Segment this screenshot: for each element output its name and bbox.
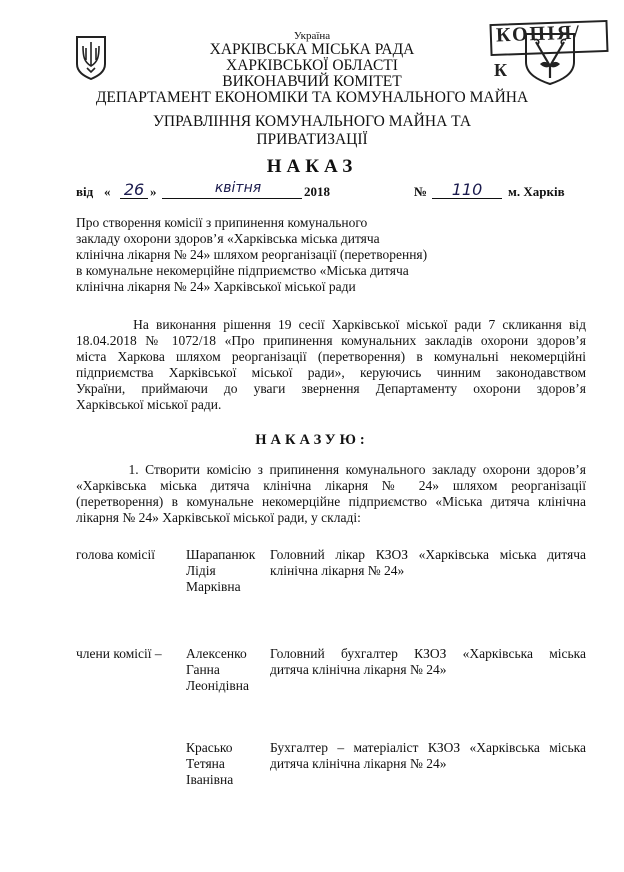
- preamble-line: міста Харкова шляхом реорганізації (перетворення) в комунальні некомерційні: [76, 349, 586, 364]
- member-position: [270, 740, 586, 772]
- member-patronymic: Іванівна: [186, 772, 234, 787]
- member-position-line: Головний бухгалтер КЗОЗ «Харківська міська: [270, 646, 586, 661]
- member-position-line: дитяча клінічна лікарня № 24»: [270, 756, 447, 771]
- order-number-handwritten: 110: [451, 180, 483, 199]
- preamble-paragraph: [76, 317, 586, 413]
- header-line-4: ДЕПАРТАМЕНТ ЕКОНОМІКИ ТА КОМУНАЛЬНОГО МАЙНА: [95, 89, 529, 106]
- date-day-handwritten: 26: [123, 180, 145, 199]
- member-position: [270, 646, 586, 678]
- stamp-corner-letter: К: [494, 60, 508, 80]
- item-1-line: (перетворення) в комунальне некомерційне підприємство «Міська дитяча клінічна: [76, 494, 586, 509]
- subject-line: клінічна лікарня № 24» шляхом реорганізації (перетворення): [76, 247, 428, 262]
- date-quote-close: »: [150, 184, 157, 199]
- member-position-line: Бухгалтер – матеріаліст КЗОЗ «Харківська міська: [270, 740, 586, 755]
- member-position: [270, 547, 586, 579]
- date-day-underline: [120, 198, 148, 199]
- member-surname: Алексенко: [186, 646, 247, 661]
- preamble-line: На виконання рішення 19 сесії Харківської міської ради 7 скликання від: [76, 317, 586, 332]
- member-name: [186, 740, 272, 788]
- member-position-line: Головний лікар КЗОЗ «Харківська міська дитяча: [270, 547, 586, 562]
- member-first-name: Тетяна: [186, 756, 225, 771]
- member-role: голова комісії: [76, 547, 155, 562]
- preamble-line: Харківської міської ради.: [76, 397, 222, 412]
- order-number-underline: [432, 198, 502, 199]
- date-prefix: від: [76, 184, 94, 199]
- member-role: члени комісії –: [76, 646, 162, 661]
- member-surname: Шарапанюк: [186, 547, 256, 562]
- preamble-line: 18.04.2018 № 1072/18 «Про припинення комунальних закладів охорони здоров’я: [76, 333, 586, 348]
- stamp-text: КОПІЯ/: [495, 21, 582, 47]
- item-1-line: «Харківська міська дитяча клінічна лікарня № 24» шляхом реорганізації: [76, 478, 586, 493]
- order-heading: НАКАЗУЮ:: [255, 432, 369, 448]
- item-1-line: лікарня № 24» Харківської міської ради, у складі:: [76, 510, 361, 525]
- item-1-line: 1. Створити комісію з припинення комунального закладу охорони здоров’я: [76, 462, 586, 477]
- member-name: [186, 646, 272, 694]
- member-first-name: Ганна: [186, 662, 220, 677]
- subject-line: клінічна лікарня № 24» Харківської міської ради: [76, 279, 356, 294]
- member-patronymic: Леонідівна: [186, 678, 249, 693]
- order-subject: [76, 215, 428, 295]
- date-quote-open: «: [104, 184, 111, 199]
- header-line-3: ВИКОНАВЧИЙ КОМІТЕТ: [222, 73, 402, 90]
- header-line-5: УПРАВЛІННЯ КОМУНАЛЬНОГО МАЙНА ТА: [152, 113, 472, 130]
- subject-line: закладу охорони здоров’я «Харківська міська дитяча: [76, 231, 380, 246]
- header-line-2: ХАРКІВСЬКОЇ ОБЛАСТІ: [226, 57, 398, 74]
- date-year: 2018: [304, 184, 330, 199]
- member-patronymic: Марківна: [186, 579, 241, 594]
- preamble-line: підприємства Харківської міської ради», керуючись чинним законодавством: [76, 365, 586, 380]
- header-line-1: ХАРКІВСЬКА МІСЬКА РАДА: [209, 41, 415, 58]
- member-position-line: дитяча клінічна лікарня № 24»: [270, 662, 447, 677]
- date-month-handwritten: квітня: [214, 180, 262, 196]
- subject-line: Про створення комісії з припинення комунального: [76, 215, 368, 230]
- member-position-line: клінічна лікарня № 24»: [270, 563, 405, 578]
- member-surname: Красько: [186, 740, 233, 755]
- preamble-line: України, приймаючи до уваги звернення Департаменту охорони здоров’я: [76, 381, 586, 396]
- date-number-line: [76, 180, 586, 204]
- item-1-paragraph: [76, 462, 586, 526]
- header-country: Україна: [293, 30, 331, 42]
- order-city: м. Харків: [508, 184, 565, 199]
- subject-line: в комунальне некомерційне підприємство «Міська дитяча: [76, 263, 409, 278]
- order-number-sign: №: [414, 184, 428, 199]
- member-first-name: Лідія: [186, 563, 216, 578]
- member-name: [186, 547, 272, 595]
- header-line-6: ПРИВАТИЗАЦІЇ: [256, 131, 368, 148]
- document-title: НАКАЗ: [266, 156, 358, 177]
- date-month-underline: [162, 198, 302, 199]
